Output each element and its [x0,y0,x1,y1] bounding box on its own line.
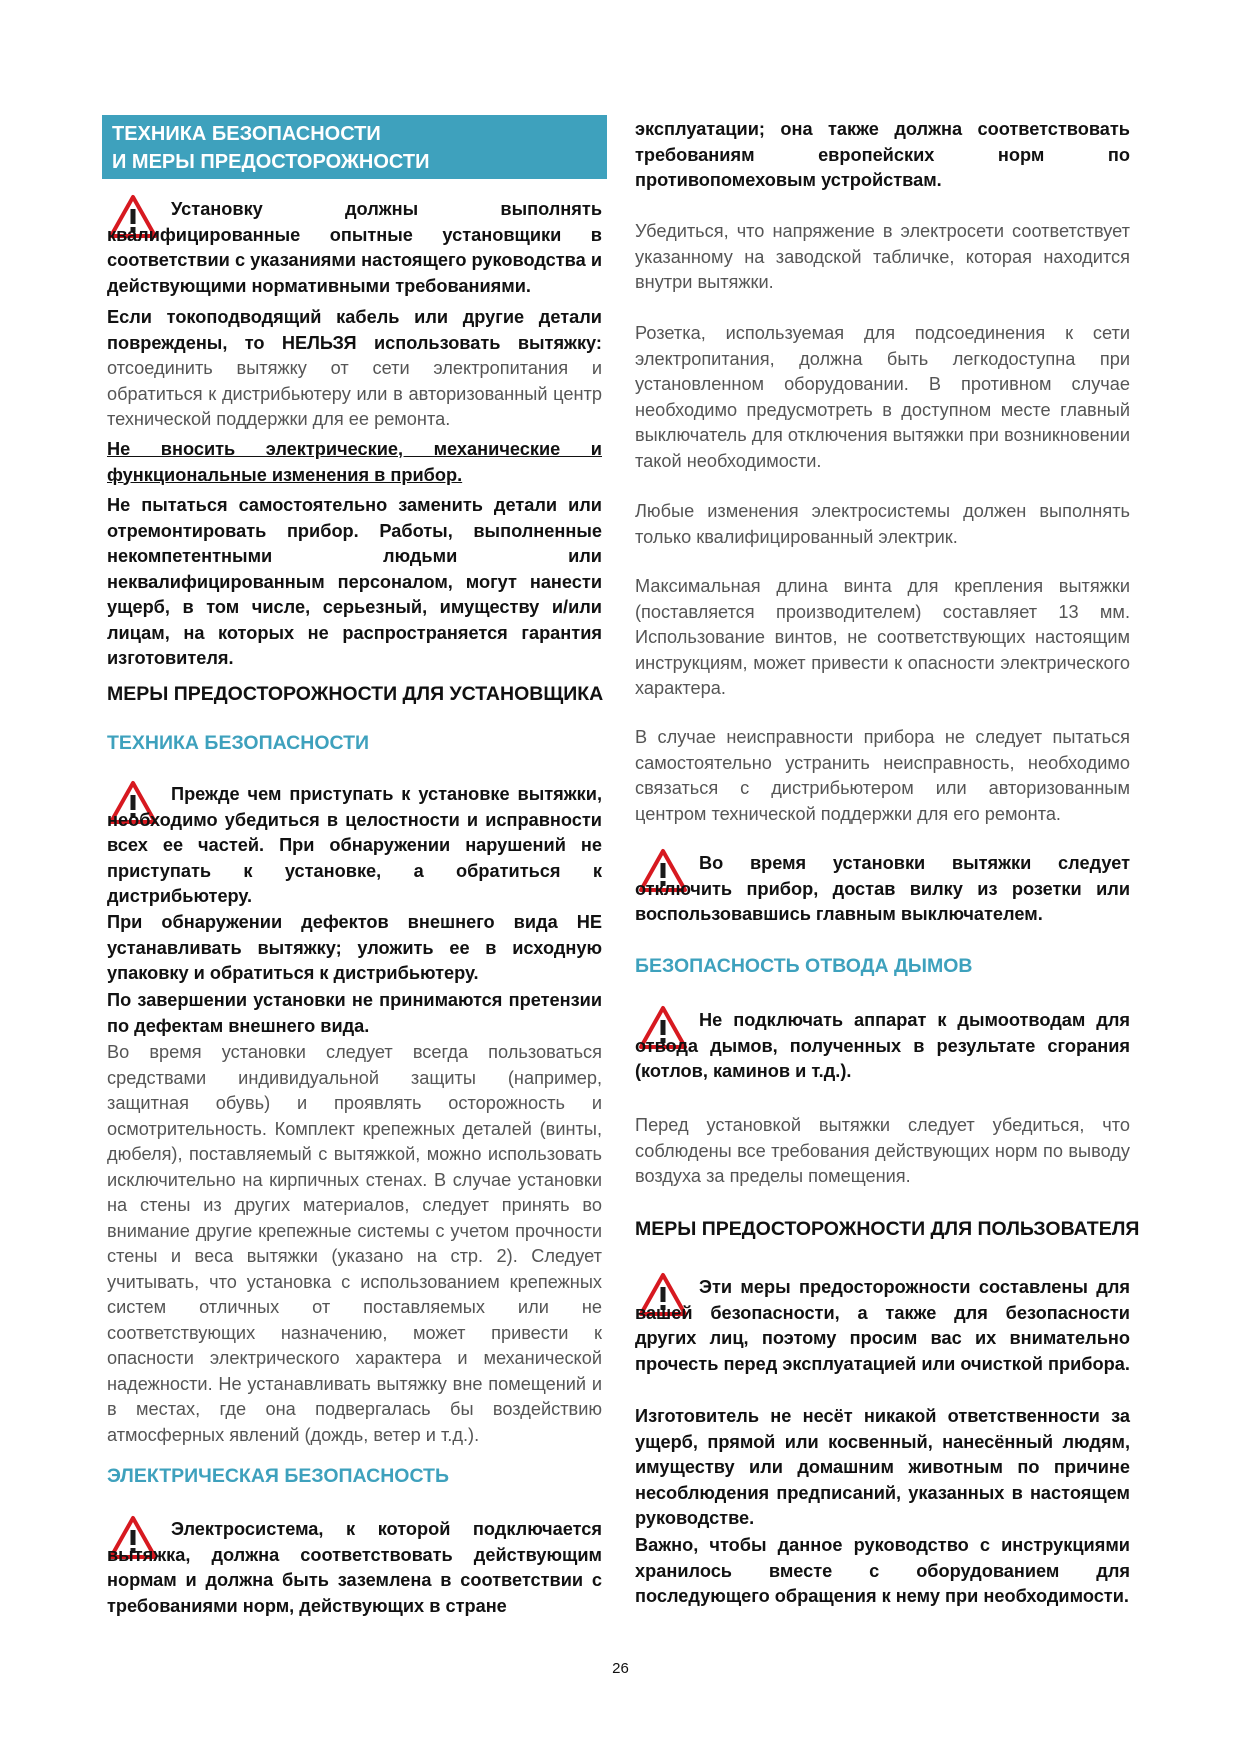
page-number: 26 [612,1660,629,1677]
paragraph-ppe-and-mounting: Во время установки следует всегда пользоваться средствами индивидуальной защиты (например, защитная обувь) и проявлять осторожность и осмотрительность. Комплект крепежных деталей (винты, дюбеля), поставляемый с вытяжкой, можно использовать исключительно на кирпичных стенах. В случае установки на стены из других материалов, следует принять во внимание другие крепежные системы с учетом прочности стены и веса вытяжки (указано на стр. 2). Следует учитывать, что установка с использованием крепежных систем отличных от поставляемых или не соответствующих назначению, может привести к опасности электрического характера и механической надежности. Не устанавливать вытяжку вне помещений и в местах, где она подвергалась бы воздействию атмосферных явлений (дождь, ветер и т.д.). [107,1042,602,1445]
warning-text-read-carefully: Эти меры предосторожности составлены для вашей безопасности, а также для безопасности других лиц, поэтому просим вас их внимательно прочесть перед эксплуатацией или очисткой прибора. [635,1277,1130,1374]
paragraph-air-exhaust-norms: Перед установкой вытяжки следует убедиться, что соблюдены все требования действующих норм по выводу воздуха за пределы помещения. [635,1115,1130,1186]
paragraph-claims: По завершении установки не принимаются претензии по дефектам внешнего вида. [107,990,602,1036]
paragraph-damaged-cable [107,305,602,433]
heading-installer-precautions: МЕРЫ ПРЕДОСТОРОЖНОСТИ ДЛЯ УСТАНОВЩИКА [107,683,604,705]
heading-safety: ТЕХНИКА БЕЗОПАСНОСТИ [107,732,370,754]
warning-text-unplug: Во время установки вытяжки следует отключить прибор, достав вилку из розетки или воспользовавшись главным выключателем. [635,853,1130,924]
paragraph-fault: В случае неисправности прибора не следует пытаться самостоятельно устранить неисправность, необходимо связаться с дистрибьютером или авторизованным центром технической поддержки для его ремонта. [635,727,1130,824]
cable-warning-bold: Если токоподводящий кабель или другие детали повреждены, то НЕЛЬЗЯ использовать вытяжку: [107,307,602,353]
cable-warning-light: отсоединить вытяжку от сети электропитания и обратиться к дистрибьютеру или в авторизованный центр технической поддержки для ее ремонта. [107,358,602,429]
paragraph-socket: Розетка, используемая для подсоединения к сети электропитания, должна быть легкодоступна при установленном оборудовании. В противном случае необходимо предусмотреть в доступном месте главный выключатель для отключения вытяжки при возникновении такой необходимости. [635,323,1130,471]
paragraph-screw-length: Максимальная длина винта для крепления вытяжки (поставляется производителем) составляет 13 мм. Использование винтов, не соответствующих настоящим инструкциям, может привести к опасности электрического характера. [635,576,1130,698]
warning-text-check-parts: Прежде чем приступать к установке вытяжки, необходимо убедиться в целостности и исправности всех ее частей. При обнаружении нарушений не приступать к установке, а обратиться к дистрибьютеру. [107,784,602,906]
paragraph-voltage: Убедиться, что напряжение в электросети соответствует указанному на заводской табличке, которая находится внутри вытяжки. [635,221,1130,292]
warning-text-installers: Установку должны выполнять квалифицированные опытные установщики в соответствии с указаниями настоящего руководства и действующими нормативными требованиями. [107,199,602,296]
header-line-2: И МЕРЫ ПРЕДОСТОРОЖНОСТИ [112,151,430,173]
section-header-banner [102,115,607,179]
paragraph-electrician: Любые изменения электросистемы должен выполнять только квалифицированный электрик. [635,501,1130,547]
warning-text-smoke-ducts: Не подключать аппарат к дымоотводам для отвода дымов, полученных в результате сгорания (котлов, каминов и т.д.). [635,1010,1130,1081]
heading-smoke-safety: БЕЗОПАСНОСТЬ ОТВОДА ДЫМОВ [635,955,973,977]
paragraph-liability: Изготовитель не несёт никакой ответственности за ущерб, прямой или косвенный, нанесённый людям, имуществу или домашним животным по причине несоблюдения предписаний, указанных в настоящем руководстве. [635,1406,1130,1528]
paragraph-continuation: эксплуатации; она также должна соответствовать требованиям европейских норм по противопомеховым устройствам. [635,119,1130,190]
warning-text-electrical-grounding: Электросистема, к которой подключается вытяжка, должна соответствовать действующим нормам и должна быть заземлена в соответствии с требованиями норм, действующих в стране [107,1519,602,1616]
paragraph-no-repair: Не пытаться самостоятельно заменить детали или отремонтировать прибор. Работы, выполненные некомпетентными людьми или неквалифицированным персоналом, могут нанести ущерб, в том числе, серьезный, имуществу и/или лицам, на которых не распространяется гарантия изготовителя. [107,495,602,668]
heading-user-precautions: МЕРЫ ПРЕДОСТОРОЖНОСТИ ДЛЯ ПОЛЬЗОВАТЕЛЯ [635,1218,1140,1240]
heading-electrical-safety: ЭЛЕКТРИЧЕСКАЯ БЕЗОПАСНОСТЬ [107,1465,449,1487]
header-line-1: ТЕХНИКА БЕЗОПАСНОСТИ [112,123,381,145]
paragraph-no-changes: Не вносить электрические, механические и функциональные изменения в прибор. [107,439,602,485]
paragraph-keep-manual: Важно, чтобы данное руководство с инструкциями хранилось вместе с оборудованием для последующего обращения к нему при необходимости. [635,1535,1130,1606]
paragraph-defects: При обнаружении дефектов внешнего вида НЕ устанавливать вытяжку; уложить ее в исходную упаковку и обратиться к дистрибьютеру. [107,912,602,983]
